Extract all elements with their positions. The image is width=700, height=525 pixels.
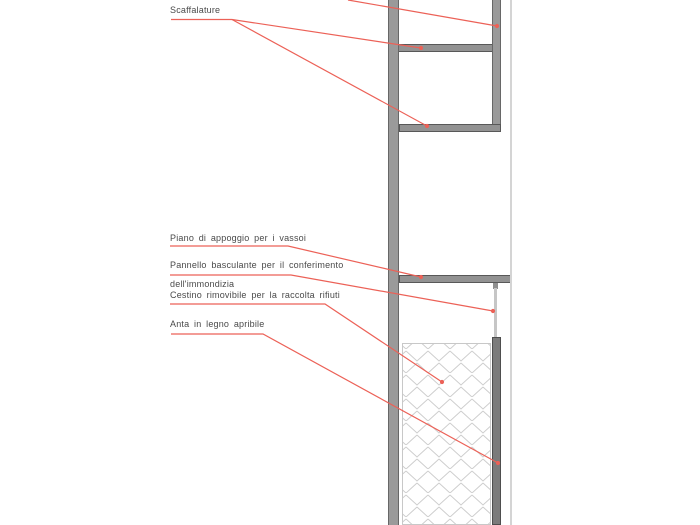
tilting-panel-rod [494,288,497,340]
label-pannello-basculante-line2: dell'immondizia [170,279,235,289]
leader-scaffalature-shelf-upper [171,20,421,49]
label-scaffalature: Scaffalature [170,5,221,15]
waste-bin-hatch-area [402,343,491,525]
tray-support-shelf [399,275,511,283]
shelf-lower [399,124,501,132]
label-anta-legno: Anta in legno apribile [170,319,265,329]
label-pannello-basculante-line1: Pannello basculante per il conferimento [170,260,344,270]
diamond-hatch-pattern [403,344,491,525]
shelf-upper [399,44,492,52]
wall-post-left [388,0,399,525]
wooden-door-section [492,337,501,525]
label-piano-appoggio: Piano di appoggio per i vassoi [170,233,307,243]
label-cestino-rimovibile: Cestino rimovibile per la raccolta rifiuti [170,290,340,300]
wall-edge-line [510,0,512,525]
leader-offscreen-shelf [348,0,497,26]
wall-post-right-upper [492,0,501,125]
